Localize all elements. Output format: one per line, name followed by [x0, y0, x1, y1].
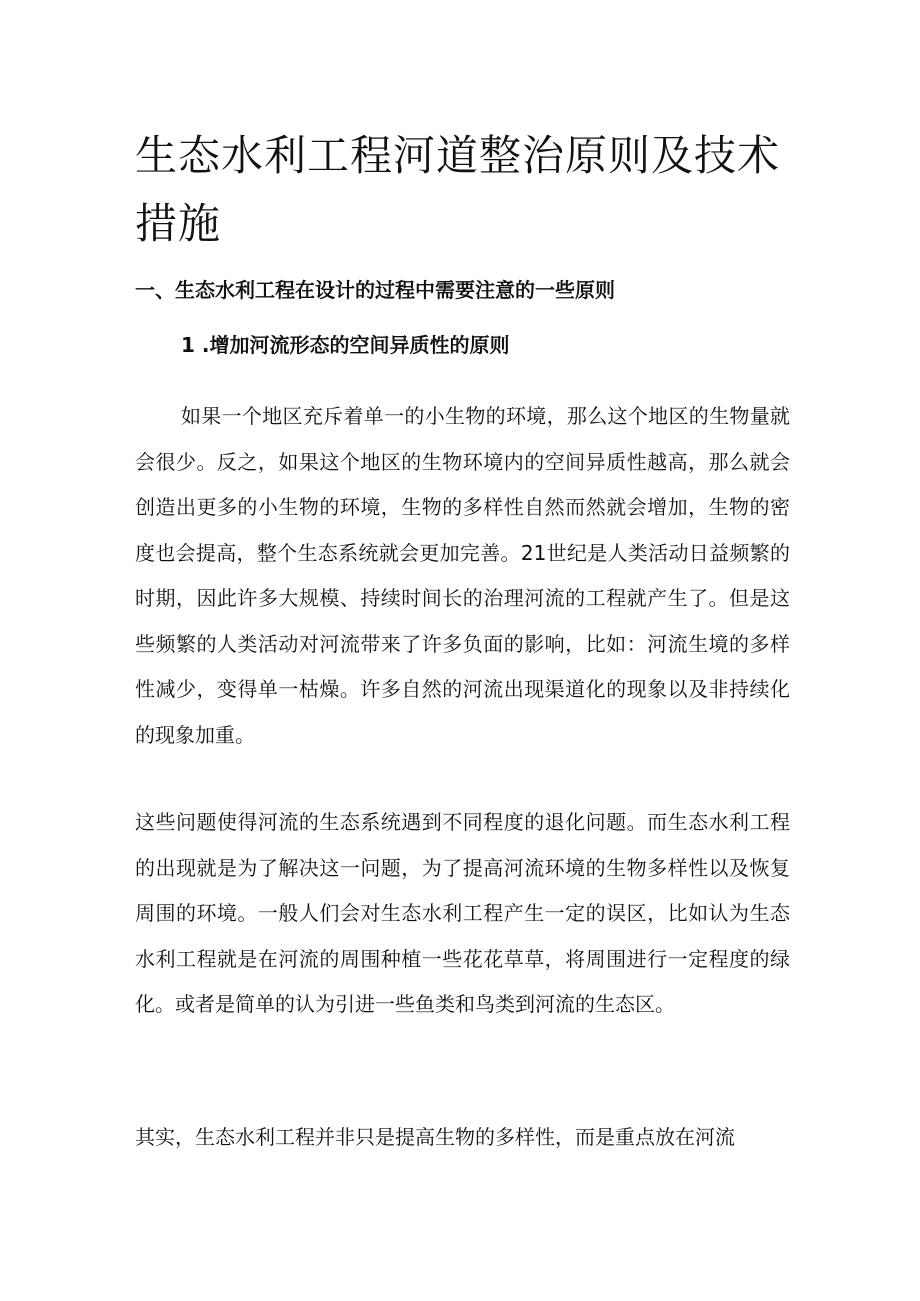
subsection-heading: 1 .增加河流形态的空间异质性的原则: [181, 333, 510, 357]
paragraph-2: 这些问题使得河流的生态系统遇到不同程度的退化问题。而生态水利工程的出现就是为了解决这一问题，为了提高河流环境的生物多样性以及恢复周围的环境。一般人们会对生态水利工程产生一定的误区，比如认为生态水利工程就是在河流的周围种植一些花花草草，将周围进行一定程度的绿化。或者是简单的认为引进一些鱼类和鸟类到河流的生态区。: [135, 810, 790, 1016]
paragraph-1: 如果一个地区充斥着单一的小生物的环境，那么这个地区的生物量就会很少。反之，如果这个地区的生物环境内的空间异质性越高，那么就会创造出更多的小生物的环境，生物的多样性自然而然就会增加，生物的密度也会提高，整个生态系统就会更加完善。21世纪是人类活动日益频繁的时期，因此许多大规模、持续时间长的治理河流的工程就产生了。但是这些频繁的人类活动对河流带来了许多负面的影响，比如：河流生境的多样性减少，变得单一枯燥。许多自然的河流出现渠道化的现象以及非持续化的现象加重。: [135, 404, 790, 747]
document-title: 生态水利工程河道整治原则及技术措施: [135, 131, 781, 248]
paragraph-3: 其实，生态水利工程并非只是提高生物的多样性，而是重点放在河流: [135, 1125, 735, 1149]
section-heading: 一、生态水利工程在设计的过程中需要注意的一些原则: [135, 278, 615, 302]
